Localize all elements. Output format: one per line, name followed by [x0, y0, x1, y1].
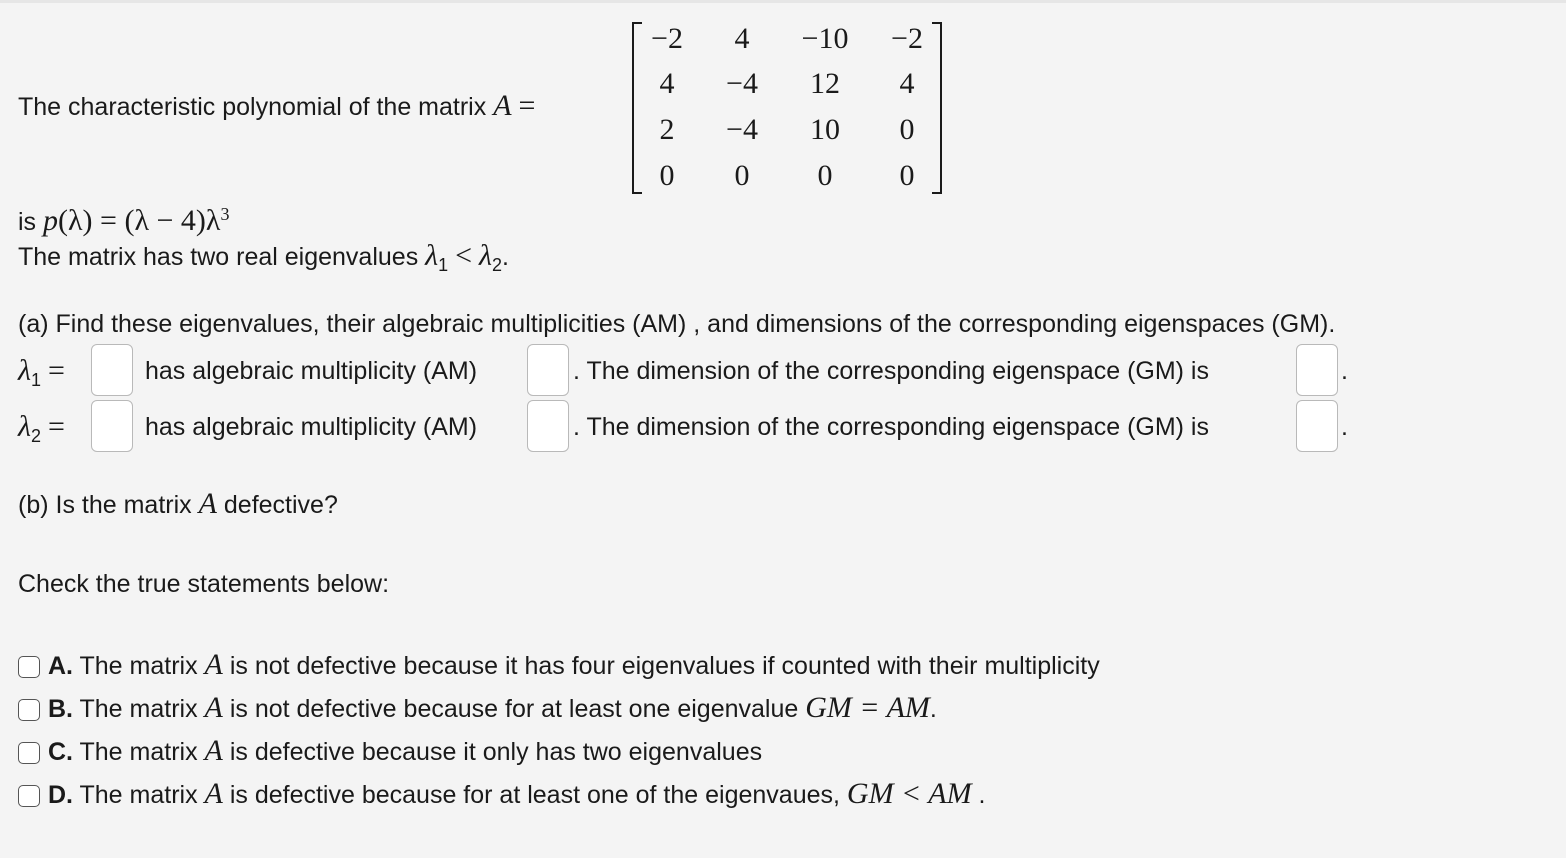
lambda1-eigenvalue-input[interactable]	[91, 344, 133, 396]
row-end-period: .	[1341, 413, 1348, 441]
option-a[interactable]	[18, 650, 1100, 680]
option-math: GM = AM	[805, 691, 930, 724]
option-d-checkbox[interactable]	[18, 785, 40, 807]
matrix-cell: 0	[899, 113, 915, 146]
eigen-statement-text: The matrix has two real eigenvalues	[18, 243, 419, 271]
lambda-symbol: λ	[18, 354, 31, 387]
lambda-symbol: λ	[18, 410, 31, 443]
lambda-symbol: λ	[425, 239, 439, 272]
matrix-symbol: A	[493, 89, 512, 122]
matrix-symbol: A	[204, 648, 223, 681]
row-end-period: .	[1341, 357, 1348, 385]
lambda-subscript: 2	[31, 426, 42, 446]
matrix-cell: 4	[734, 22, 750, 55]
option-math: GM < AM	[846, 777, 972, 810]
option-b-checkbox[interactable]	[18, 699, 40, 721]
option-c[interactable]	[18, 736, 762, 766]
matrix-cell: −2	[651, 22, 683, 55]
option-text: The matrix	[79, 738, 198, 766]
polynomial-expression: (λ) = (λ − 4)λ	[58, 204, 221, 237]
less-than: <	[455, 239, 473, 272]
matrix-cell: −2	[891, 22, 923, 55]
matrix-cell: 10	[810, 113, 840, 146]
part-a-prompt: (a) Find these eigenvalues, their algebraic multiplicities (AM) , and dimensions of the corresponding eigenspaces (GM).	[18, 310, 1336, 338]
option-text: The matrix	[79, 781, 198, 809]
lambda-subscript: 1	[438, 255, 449, 275]
matrix-symbol: A	[204, 691, 223, 724]
lambda2-label	[18, 412, 65, 451]
lambda2-eigenvalue-input[interactable]	[91, 400, 133, 452]
polynomial-line	[18, 199, 229, 237]
matrix-symbol: A	[198, 487, 217, 520]
polynomial-p: p	[43, 204, 59, 237]
lambda1-am-input[interactable]	[527, 344, 569, 396]
equals-sign: =	[47, 354, 65, 387]
equals-sign: =	[47, 410, 65, 443]
matrix-cell: 4	[659, 67, 675, 100]
part-b-prompt	[18, 489, 338, 520]
option-label: C.	[48, 738, 73, 766]
part-b-prompt-post: defective?	[223, 491, 338, 519]
intro-text: The characteristic polynomial of the matrix	[18, 93, 487, 121]
option-end: .	[929, 695, 937, 723]
option-text: The matrix	[79, 652, 198, 680]
equals-sign: =	[518, 89, 536, 122]
lambda2-gm-input[interactable]	[1296, 400, 1338, 452]
option-text: is not defective because it has four eigenvalues if counted with their multiplicity	[229, 652, 1100, 680]
matrix-cell: 12	[810, 67, 840, 100]
lambda1-label	[18, 356, 65, 395]
matrix-cell: 2	[659, 113, 675, 146]
matrix-symbol: A	[204, 777, 223, 810]
option-b[interactable]	[18, 693, 937, 723]
intro-line	[18, 91, 535, 122]
lambda1-gm-input[interactable]	[1296, 344, 1338, 396]
option-end: .	[971, 781, 986, 809]
option-text: is not defective because for at least one eigenvalue	[229, 695, 799, 723]
option-a-checkbox[interactable]	[18, 656, 40, 678]
eigen-statement	[18, 241, 509, 280]
matrix-cell: 0	[899, 159, 915, 192]
gm-text: . The dimension of the corresponding eigenspace (GM) is	[573, 357, 1209, 385]
option-text: is defective because for at least one of the eigenvaues,	[229, 781, 840, 809]
lambda-subscript: 1	[31, 370, 42, 390]
polynomial-exponent: 3	[220, 204, 230, 224]
matrix-cell: −10	[801, 22, 849, 55]
option-label: D.	[48, 781, 73, 809]
matrix-cell: −4	[726, 113, 758, 146]
option-d[interactable]	[18, 779, 986, 809]
matrix-symbol: A	[204, 734, 223, 767]
matrix-cell: −4	[726, 67, 758, 100]
lambda-symbol: λ	[479, 239, 492, 272]
lambda-subscript: 2	[492, 255, 503, 275]
option-c-checkbox[interactable]	[18, 742, 40, 764]
am-text: has algebraic multiplicity (AM)	[145, 357, 478, 385]
am-text: has algebraic multiplicity (AM)	[145, 413, 478, 441]
matrix-a	[632, 22, 942, 192]
polynomial-prefix: is	[18, 208, 37, 236]
check-instructions: Check the true statements below:	[18, 570, 390, 598]
matrix-cell: 0	[659, 159, 675, 192]
matrix-cell: 0	[817, 159, 833, 192]
matrix-cell: 0	[734, 159, 750, 192]
option-label: A.	[48, 652, 73, 680]
option-text: The matrix	[79, 695, 198, 723]
gm-text: . The dimension of the corresponding eigenspace (GM) is	[573, 413, 1209, 441]
top-border	[0, 0, 1566, 3]
lambda2-am-input[interactable]	[527, 400, 569, 452]
matrix-cell: 4	[899, 67, 915, 100]
period: .	[502, 243, 509, 271]
option-label: B.	[48, 695, 73, 723]
part-b-prompt-pre: (b) Is the matrix	[18, 491, 192, 519]
option-text: is defective because it only has two eigenvalues	[229, 738, 763, 766]
